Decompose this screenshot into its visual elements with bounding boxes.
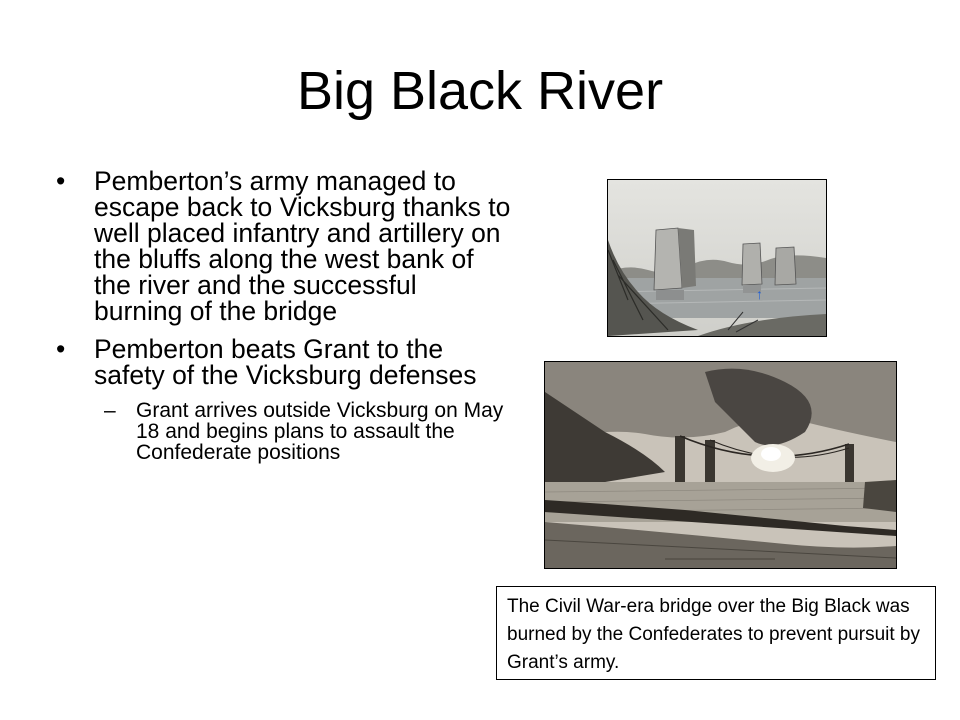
sub-bullet-item <box>52 400 512 463</box>
slide-title: Big Black River <box>296 61 664 121</box>
bullet-marker: • <box>56 334 66 364</box>
bullet-text: Pemberton’s army managed to escape back to Vicksburg thanks to well placed infantry and artillery on the bluffs along the west bank of the river and the successful burning of the bridge <box>94 166 511 326</box>
bridge-piers-photo <box>607 179 827 337</box>
sub-bullet-text: Grant arrives outside Vicksburg on May 18 and begins plans to assault the Confederate positions <box>136 399 504 464</box>
image-caption: The Civil War-era bridge over the Big Black was burned by the Confederates to prevent pursuit by Grant’s army. <box>496 586 936 680</box>
bullet-list <box>52 168 512 463</box>
bridge-burning-engraving <box>544 361 897 569</box>
bullet-item <box>52 336 512 388</box>
bullet-marker: • <box>56 166 66 196</box>
bullet-text: Pemberton beats Grant to the safety of the Vicksburg defenses <box>94 334 477 390</box>
sub-bullet-marker: – <box>104 399 116 422</box>
arrow-marker: ↑ <box>756 286 763 302</box>
bullet-item <box>52 168 512 324</box>
